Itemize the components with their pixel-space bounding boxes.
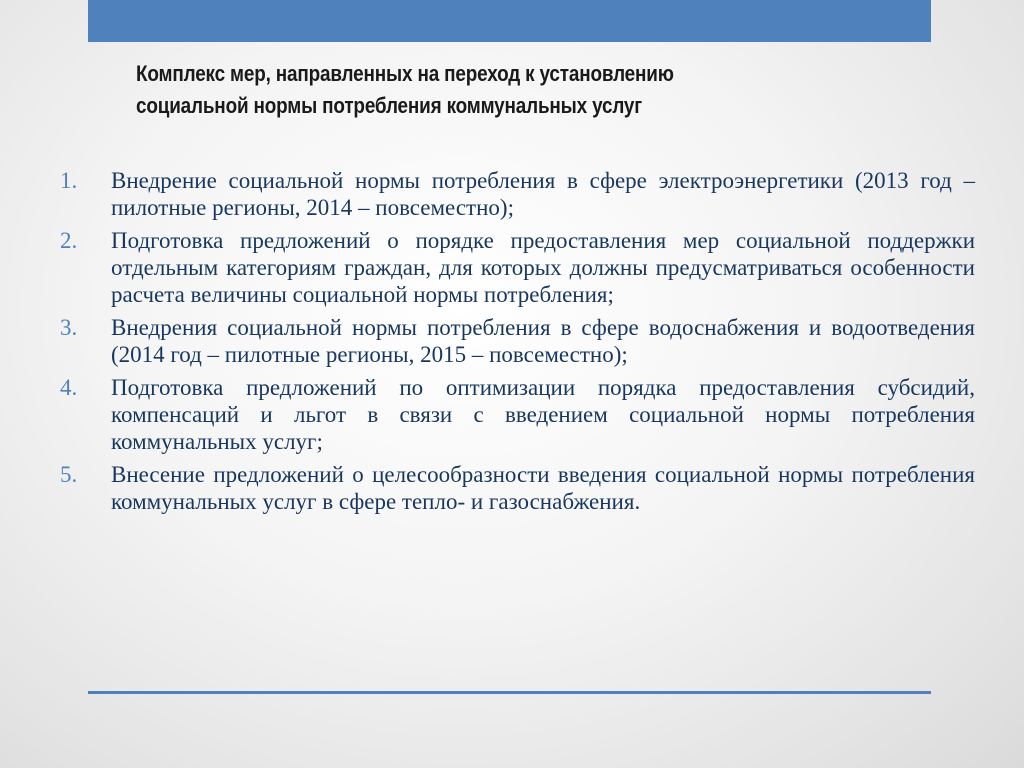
slide-title-line-2: социальной нормы потребления коммунальных услуг <box>136 93 642 118</box>
list-item <box>60 227 975 308</box>
measures-list <box>60 167 975 521</box>
list-item <box>60 461 975 515</box>
bottom-divider <box>88 691 931 694</box>
list-item-number: 5. <box>60 462 78 487</box>
slide-title <box>136 58 790 122</box>
list-item-text: Внесение предложений о целесообразности введения социальной нормы потребления коммунальных услуг в сфере тепло- и газоснабжения. <box>111 462 975 514</box>
list-item-text: Внедрения социальной нормы потребления в сфере водоснабжения и водоотведения (2014 год – пилотные регионы, 2015 – повсеместно); <box>111 315 975 367</box>
list-item-number: 1. <box>60 168 78 193</box>
list-item <box>60 167 975 221</box>
list-item <box>60 374 975 455</box>
list-item-text: Внедрение социальной нормы потребления в сфере электроэнергетики (2013 год – пилотные регионы, 2014 – повсеместно); <box>111 168 975 220</box>
list-item-number: 4. <box>60 375 78 400</box>
list-item-text: Подготовка предложений по оптимизации порядка предоставления субсидий, компенсаций и льгот в связи с введением социальной нормы потребления коммунальных услуг; <box>111 375 975 454</box>
list-item-number: 3. <box>60 315 78 340</box>
top-accent-bar <box>88 0 931 42</box>
slide-title-line-1: Комплекс мер, направленных на переход к установлению <box>136 61 674 86</box>
list-item-number: 2. <box>60 228 78 253</box>
list-item-text: Подготовка предложений о порядке предоставления мер социальной поддержки отдельным категориям граждан, для которых должны предусматриваться особенности расчета величины социальной нормы потребления; <box>111 228 975 307</box>
list-item <box>60 314 975 368</box>
